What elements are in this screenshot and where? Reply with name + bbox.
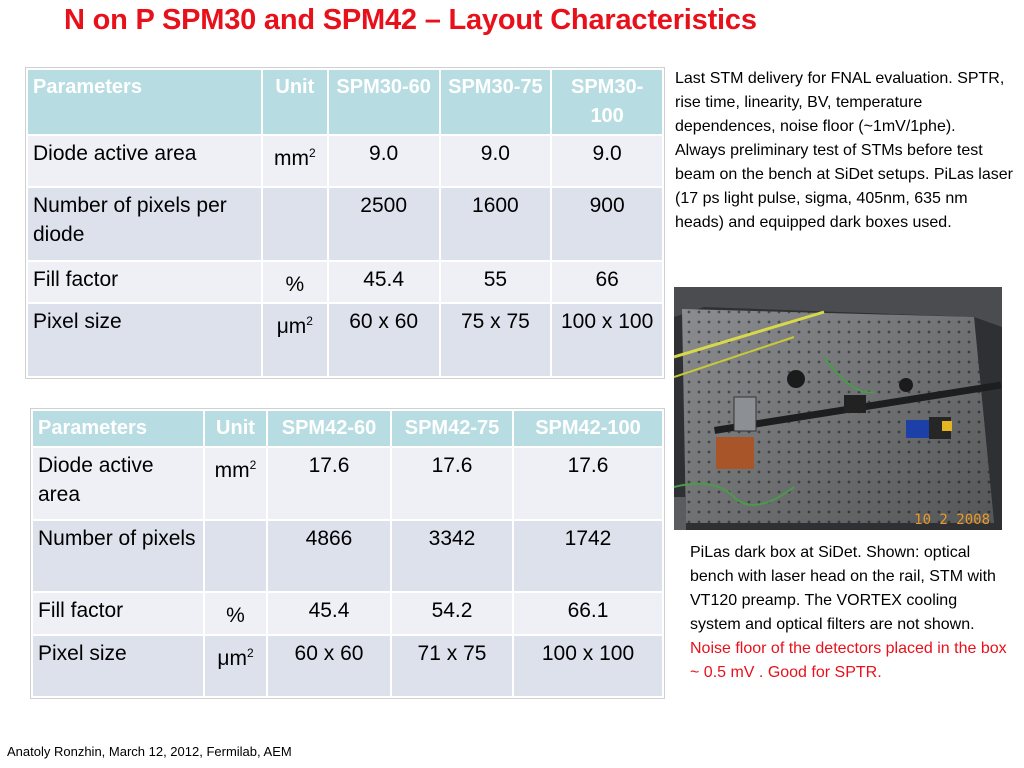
header-spm42-60: SPM42-60 [267,410,391,447]
header-parameters: Parameters [27,69,262,135]
note-paragraph: Last STM delivery for FNAL evaluation. SPTR, rise time, linearity, BV, temperature dependences, noise floor (~1mV/1phe). [675,70,1005,135]
header-unit: Unit [262,69,328,135]
row-value: 1600 [440,187,552,261]
row-param: Pixel size [27,303,262,377]
row-value: 9.0 [551,135,663,187]
row-value: 17.6 [267,447,391,520]
row-unit [262,187,328,261]
row-unit: $\mu m^2$ [204,635,267,697]
row-value: 75 x 75 [440,303,552,377]
row-param: Fill factor [32,592,204,635]
row-value: 3342 [391,520,513,592]
row-unit: $mm^2$ [204,447,267,520]
table-row [27,135,663,187]
spm42-table [31,409,664,698]
spm30-table [26,68,664,378]
row-value: 9.0 [440,135,552,187]
photo-of-optical-bench-icon [674,287,1002,530]
table-row [27,187,663,261]
row-value: 71 x 75 [391,635,513,697]
table-header-row [32,410,663,447]
photo-date-stamp: 10 2 2008 [914,512,990,528]
table-row [32,447,663,520]
header-spm42-100: SPM42-100 [513,410,663,447]
row-unit [204,520,267,592]
row-value: 66.1 [513,592,663,635]
row-value: 4866 [267,520,391,592]
row-value: 45.4 [267,592,391,635]
table-row [32,592,663,635]
page-title: N on P SPM30 and SPM42 – Layout Characteristics [64,4,757,36]
note-paragraph: Always preliminary test of STMs before test beam on the bench at SiDet setups. PiLas laser (17 ps light pulse, sigma, 405nm, 635 nm heads) and equipped dark boxes used. [675,142,1013,231]
row-value: 17.6 [513,447,663,520]
table-row [27,261,663,303]
row-value: 55 [440,261,552,303]
row-param: Number of pixels per diode [27,187,262,261]
row-param: Diode active area [27,135,262,187]
row-value: 66 [551,261,663,303]
row-unit: % [204,592,267,635]
row-value: 60 x 60 [267,635,391,697]
table-header-row [27,69,663,135]
header-spm30-60: SPM30-60 [328,69,440,135]
photo-caption [690,541,1010,685]
row-param: Number of pixels [32,520,204,592]
row-value: 900 [551,187,663,261]
header-spm30-100: SPM30-100 [551,69,663,135]
row-value: 1742 [513,520,663,592]
row-param: Pixel size [32,635,204,697]
row-value: 17.6 [391,447,513,520]
header-spm30-75: SPM30-75 [440,69,552,135]
caption-highlight-text: Noise floor of the detectors placed in the box ~ 0.5 mV . Good for SPTR. [690,640,1007,681]
table-row [27,303,663,377]
table-row [32,635,663,697]
setup-description [675,67,1015,235]
row-value: 2500 [328,187,440,261]
row-param: Fill factor [27,261,262,303]
row-unit: $mm^2$ [262,135,328,187]
row-value: 100 x 100 [551,303,663,377]
row-value: 45.4 [328,261,440,303]
row-unit: % [262,261,328,303]
row-value: 60 x 60 [328,303,440,377]
row-value: 54.2 [391,592,513,635]
table-row [32,520,663,592]
footer-author: Anatoly Ronzhin, March 12, 2012, Fermilab, AEM [7,744,292,759]
row-unit: $\mu m^2$ [262,303,328,377]
header-parameters: Parameters [32,410,204,447]
row-param: Diode active area [32,447,204,520]
optical-bench-photo [674,287,1002,530]
header-unit: Unit [204,410,267,447]
header-spm42-75: SPM42-75 [391,410,513,447]
row-value: 100 x 100 [513,635,663,697]
row-value: 9.0 [328,135,440,187]
caption-text: PiLas dark box at SiDet. Shown: optical bench with laser head on the rail, STM with VT120 preamp. The VORTEX cooling system and optical filters are not shown. [690,544,996,633]
